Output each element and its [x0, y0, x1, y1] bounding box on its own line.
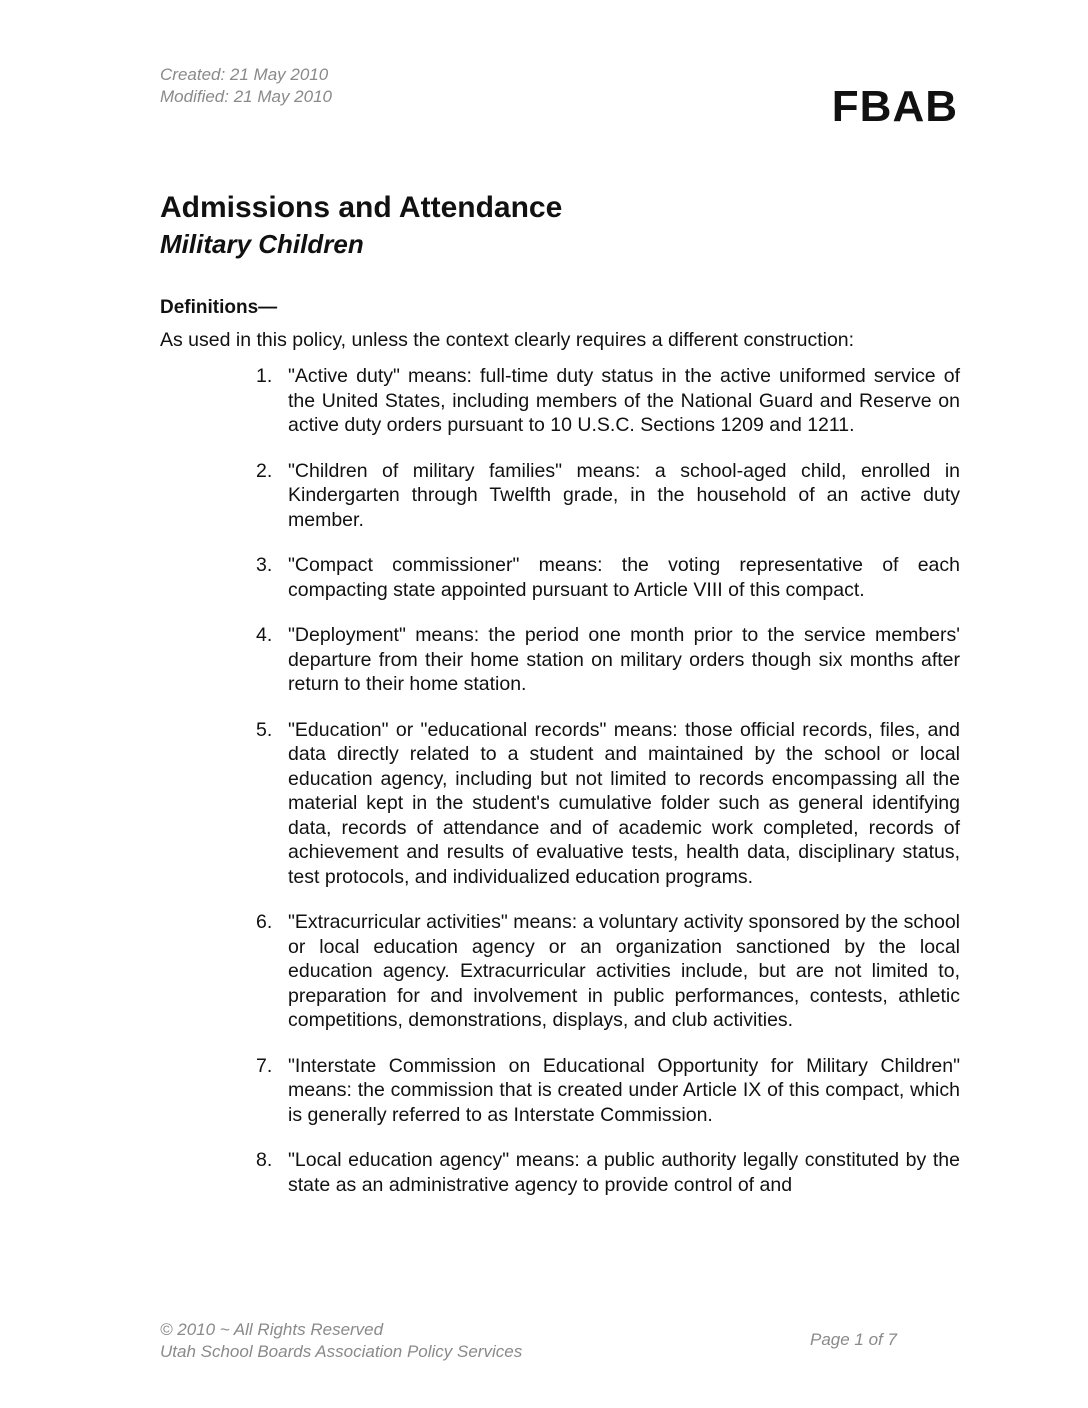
- definition-item: [256, 1054, 960, 1128]
- definition-text: "Compact commissioner" means: the voting representative of each compacting state appointed pursuant to Article VIII of this compact.: [288, 554, 960, 601]
- publisher-name: Utah School Boards Association Policy Services: [160, 1342, 523, 1361]
- document-metadata: [160, 64, 332, 108]
- definition-item: [256, 553, 960, 602]
- policy-code: FBAB: [831, 82, 958, 131]
- definition-text: "Extracurricular activities" means: a voluntary activity sponsored by the school or local education agency or an organization sanctioned by the local education agency. Extracurricular activities include, but are not limited to, preparation for and involvement in public performances, contests, athletic competitions, demonstrations, displays, and club activities.: [288, 911, 960, 1031]
- definition-text: "Deployment" means: the period one month prior to the service members' departure from their home station on military orders though six months after return to their home station.: [288, 624, 960, 695]
- definition-item: [256, 910, 960, 1033]
- footer-left: [160, 1319, 522, 1363]
- definition-number: 6.: [256, 911, 273, 933]
- definition-item: [256, 718, 960, 890]
- definitions-list: [256, 364, 960, 1218]
- section-intro: As used in this policy, unless the context clearly requires a different construction:: [160, 329, 855, 351]
- document-title: Admissions and Attendance: [160, 191, 563, 224]
- definition-number: 7.: [256, 1054, 273, 1077]
- definition-number: 3.: [256, 554, 273, 576]
- definition-text: "Education" or "educational records" means: those official records, files, and data directly related to a student and maintained by the school or local education agency, including but not limited to records encompassing all the material kept in the student's cumulative folder such as general identifying data, records of attendance and of academic work completed, records of achievement and results of evaluative tests, health data, disciplinary status, test protocols, and individualized education programs.: [288, 718, 960, 888]
- definition-text: "Children of military families" means: a school-aged child, enrolled in Kindergarten through Twelfth grade, in the household of an active duty member.: [288, 459, 960, 531]
- definition-text: "Active duty" means: full-time duty status in the active uniformed service of the United States, including members of the National Guard and Reserve on active duty orders pursuant to 10 U.S.C. Sections 1209 and 1211.: [288, 365, 960, 436]
- definition-number: 4.: [256, 624, 273, 646]
- definition-item: [256, 459, 960, 533]
- definition-item: [256, 623, 960, 697]
- definition-item: [256, 364, 960, 438]
- definition-number: 5.: [256, 718, 273, 741]
- definition-item: [256, 1148, 960, 1197]
- definition-number: 2.: [256, 459, 273, 482]
- definition-number: 1.: [256, 365, 273, 387]
- modified-date: Modified: 21 May 2010: [160, 87, 332, 106]
- created-date: Created: 21 May 2010: [160, 65, 329, 84]
- section-heading: Definitions—: [160, 297, 278, 318]
- copyright-notice: © 2010 ~ All Rights Reserved: [160, 1320, 384, 1339]
- definition-number: 8.: [256, 1149, 273, 1171]
- definition-text: "Interstate Commission on Educational Opportunity for Military Children" means: the commission that is created under Article IX of this compact, which is generally referred to as Interstate Commission.: [288, 1054, 960, 1126]
- page-number: Page 1 of 7: [810, 1330, 897, 1349]
- document-subtitle: Military Children: [160, 229, 364, 259]
- definition-text: "Local education agency" means: a public authority legally constituted by the state as an administrative agency to provide control of and: [288, 1149, 960, 1196]
